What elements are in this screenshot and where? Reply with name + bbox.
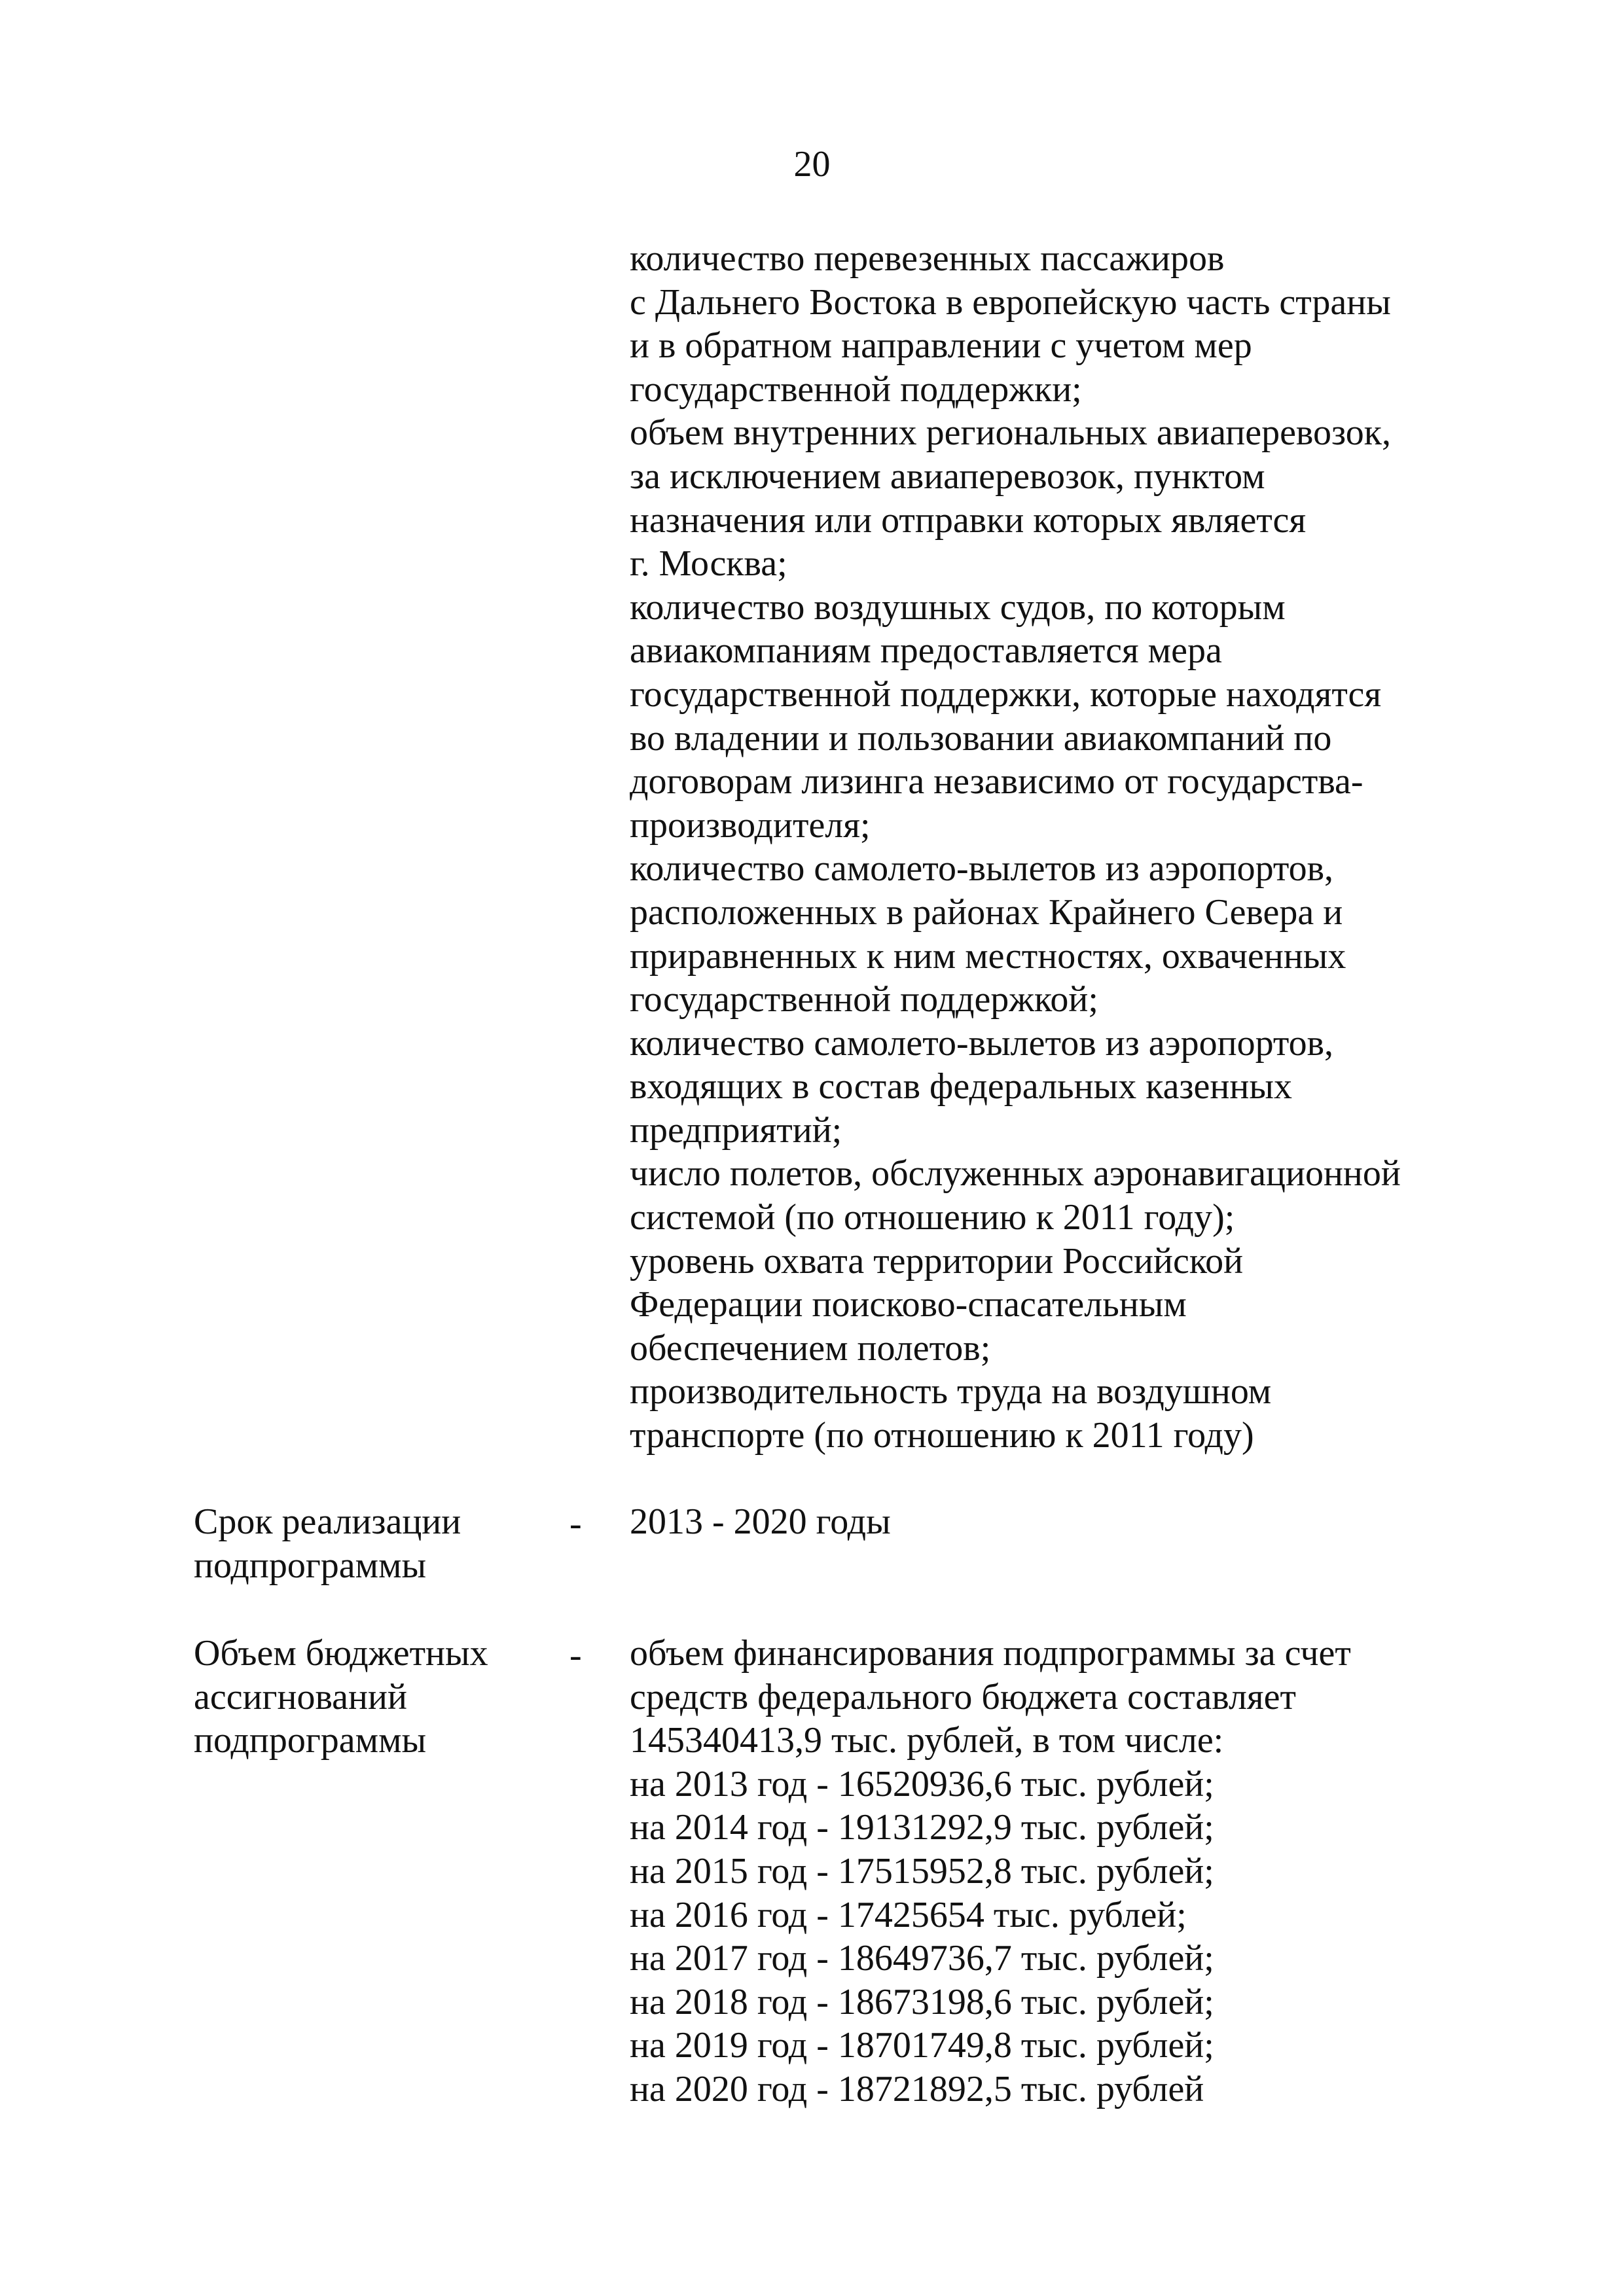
indicator-line: количество перевезенных пассажиров bbox=[630, 238, 1225, 279]
indicator-line: и в обратном направлении с учетом мер bbox=[630, 325, 1252, 367]
budget-dash: - bbox=[569, 1635, 582, 1676]
indicator-line: производительность труда на воздушном bbox=[630, 1371, 1272, 1412]
page-number: 20 bbox=[793, 144, 831, 185]
term-dash: - bbox=[569, 1503, 582, 1544]
indicator-line: г. Москва; bbox=[630, 543, 787, 584]
budget-year-line: на 2014 год - 19131292,9 тыс. рублей; bbox=[630, 1807, 1214, 1848]
budget-year-line: на 2015 год - 17515952,8 тыс. рублей; bbox=[630, 1850, 1214, 1892]
indicator-line: количество самолето-вылетов из аэропортов, bbox=[630, 848, 1334, 889]
budget-label-line: подпрограммы bbox=[194, 1720, 427, 1761]
indicator-line: во владении и пользовании авиакомпаний по bbox=[630, 717, 1332, 759]
budget-year-line: на 2020 год - 18721892,5 тыс. рублей bbox=[630, 2068, 1204, 2109]
indicator-line: с Дальнего Востока в европейскую часть страны bbox=[630, 281, 1391, 323]
indicator-line: системой (по отношению к 2011 году); bbox=[630, 1197, 1235, 1238]
indicator-line: количество самолето-вылетов из аэропортов, bbox=[630, 1022, 1334, 1064]
indicator-line: государственной поддержкой; bbox=[630, 979, 1098, 1020]
budget-text bbox=[630, 1632, 1351, 2111]
indicator-line: за исключением авиаперевозок, пунктом bbox=[630, 456, 1265, 497]
budget-line: объем финансирования подпрограммы за счет bbox=[630, 1633, 1351, 1674]
indicator-line: производителя; bbox=[630, 804, 871, 846]
indicator-line: транспорте (по отношению к 2011 году) bbox=[630, 1415, 1254, 1456]
indicator-line: государственной поддержки; bbox=[630, 368, 1082, 410]
indicator-line: приравненных к ним местностях, охваченных bbox=[630, 935, 1346, 977]
term-label bbox=[194, 1500, 461, 1587]
budget-year-line: на 2018 год - 18673198,6 тыс. рублей; bbox=[630, 1981, 1214, 2022]
budget-line: средств федерального бюджета составляет bbox=[630, 1676, 1297, 1717]
indicator-line: предприятий; bbox=[630, 1109, 842, 1151]
indicator-line: входящих в состав федеральных казенных bbox=[630, 1066, 1292, 1107]
indicator-line: объем внутренних региональных авиаперевозок, bbox=[630, 412, 1391, 454]
indicator-line: договорам лизинга независимо от государства- bbox=[630, 761, 1363, 802]
budget-year-line: на 2013 год - 16520936,6 тыс. рублей; bbox=[630, 1763, 1214, 1804]
budget-year-line: на 2019 год - 18701749,8 тыс. рублей; bbox=[630, 2025, 1214, 2066]
indicator-line: число полетов, обслуженных аэронавигационной bbox=[630, 1153, 1401, 1194]
term-value-block bbox=[630, 1500, 891, 1544]
term-label-line: подпрограммы bbox=[194, 1545, 427, 1586]
indicator-line: уровень охвата территории Российской bbox=[630, 1240, 1244, 1282]
indicator-line: государственной поддержки, которые находятся bbox=[630, 673, 1382, 715]
term-label-line: Срок реализации bbox=[194, 1501, 461, 1542]
indicator-line: назначения или отправки которых является bbox=[630, 499, 1307, 541]
budget-year-line: на 2016 год - 17425654 тыс. рублей; bbox=[630, 1894, 1187, 1935]
budget-line: 145340413,9 тыс. рублей, в том числе: bbox=[630, 1720, 1224, 1761]
indicators-list bbox=[630, 237, 1401, 1458]
budget-year-line: на 2017 год - 18649736,7 тыс. рублей; bbox=[630, 1938, 1214, 1979]
indicator-line: Федерации поисково-спасательным bbox=[630, 1284, 1187, 1325]
budget-label-line: Объем бюджетных bbox=[194, 1633, 488, 1674]
budget-label bbox=[194, 1632, 488, 1763]
indicator-line: количество воздушных судов, по которым bbox=[630, 586, 1286, 628]
indicator-line: расположенных в районах Крайнего Севера и bbox=[630, 891, 1343, 933]
budget-label-line: ассигнований bbox=[194, 1676, 407, 1717]
term-value: 2013 - 2020 годы bbox=[630, 1501, 891, 1542]
indicator-line: авиакомпаниям предоставляется мера bbox=[630, 630, 1222, 672]
indicator-line: обеспечением полетов; bbox=[630, 1327, 991, 1369]
